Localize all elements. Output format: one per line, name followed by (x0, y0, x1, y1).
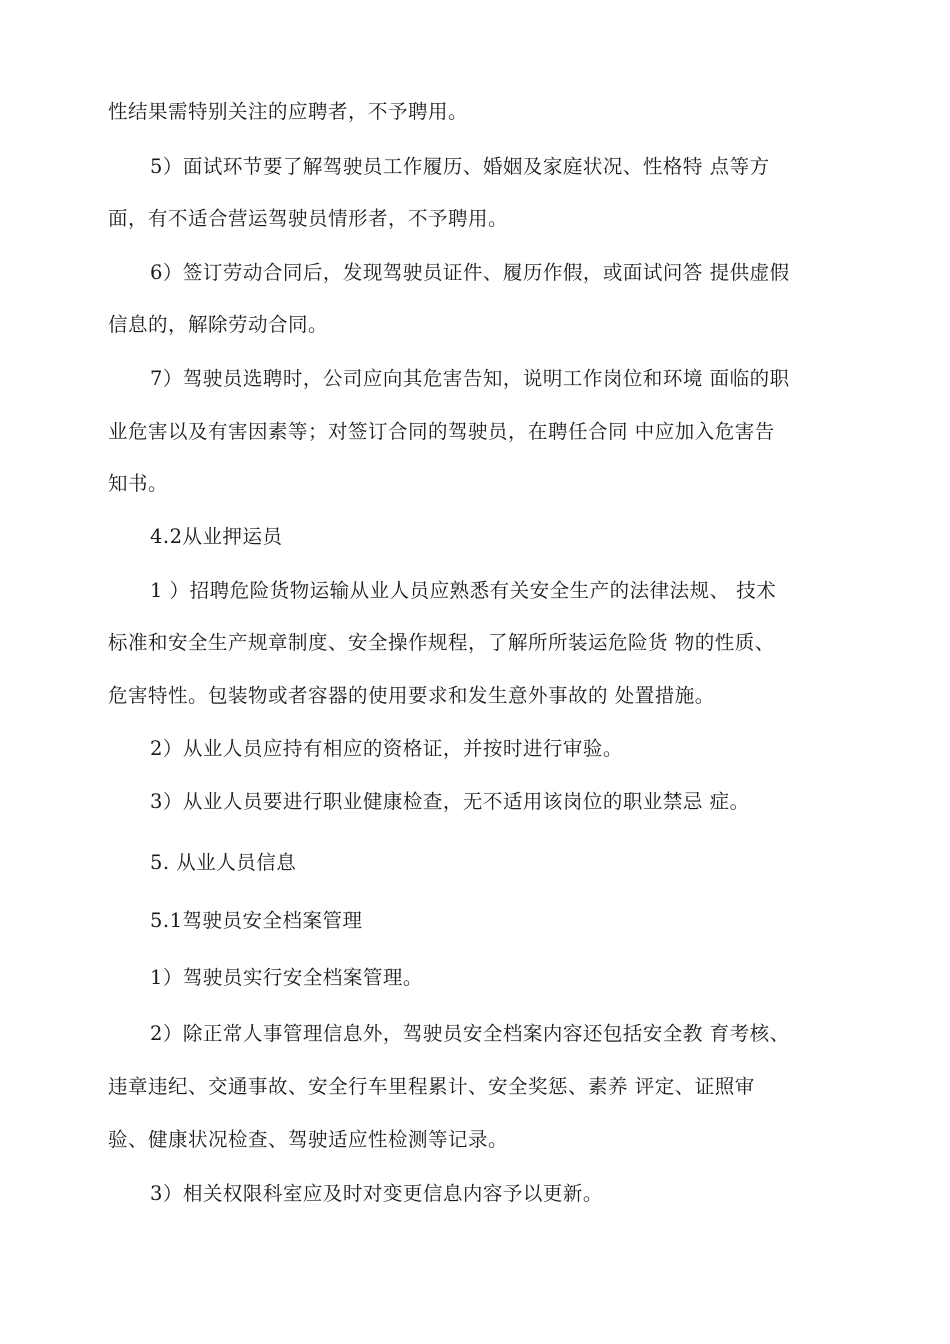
paragraph-line: 知书。 (108, 472, 169, 495)
paragraph-line: 业危害以及有害因素等；对签订合同的驾驶员，在聘任合同 中应加入危害告 (108, 420, 775, 443)
paragraph-line: 6）签订劳动合同后，发现驾驶员证件、履历作假，或面试问答 提供虚假 (150, 261, 790, 284)
paragraph-line: 标准和安全生产规章制度、安全操作规程，了解所所装运危险货 物的性质、 (108, 631, 775, 654)
paragraph-line: 5）面试环节要了解驾驶员工作履历、婚姻及家庭状况、性格特 点等方 (150, 155, 770, 178)
paragraph-line: 危害特性。包装物或者容器的使用要求和发生意外事故的 处置措施。 (108, 684, 715, 707)
paragraph-line: 2）除正常人事管理信息外，驾驶员安全档案内容还包括安全教 育考核、 (150, 1022, 790, 1045)
paragraph-line: 3）从业人员要进行职业健康检查，无不适用该岗位的职业禁忌 症。 (150, 790, 750, 813)
section-heading: 5.1驾驶员安全档案管理 (150, 909, 363, 932)
paragraph-line: 3）相关权限科室应及时对变更信息内容予以更新。 (150, 1182, 603, 1205)
paragraph-line: 验、健康状况检查、驾驶适应性检测等记录。 (108, 1128, 509, 1151)
paragraph-line: 2）从业人员应持有相应的资格证，并按时进行审验。 (150, 737, 623, 760)
paragraph-line: 信息的，解除劳动合同。 (108, 313, 329, 336)
paragraph-line: 面，有不适合营运驾驶员情形者，不予聘用。 (108, 207, 509, 230)
section-heading: 4.2从业押运员 (150, 525, 283, 548)
section-heading: 5. 从业人员信息 (150, 851, 297, 874)
paragraph-line: 性结果需特别关注的应聘者，不予聘用。 (108, 100, 469, 123)
paragraph-line: 违章违纪、交通事故、安全行车里程累计、安全奖惩、素养 评定、证照审 (108, 1075, 755, 1098)
paragraph-line: 1）驾驶员实行安全档案管理。 (150, 966, 423, 989)
paragraph-line: 1 ）招聘危险货物运输从业人员应熟悉有关安全生产的法律法规、 技术 (150, 579, 777, 602)
paragraph-line: 7）驾驶员选聘时，公司应向其危害告知，说明工作岗位和环境 面临的职 (150, 367, 790, 390)
